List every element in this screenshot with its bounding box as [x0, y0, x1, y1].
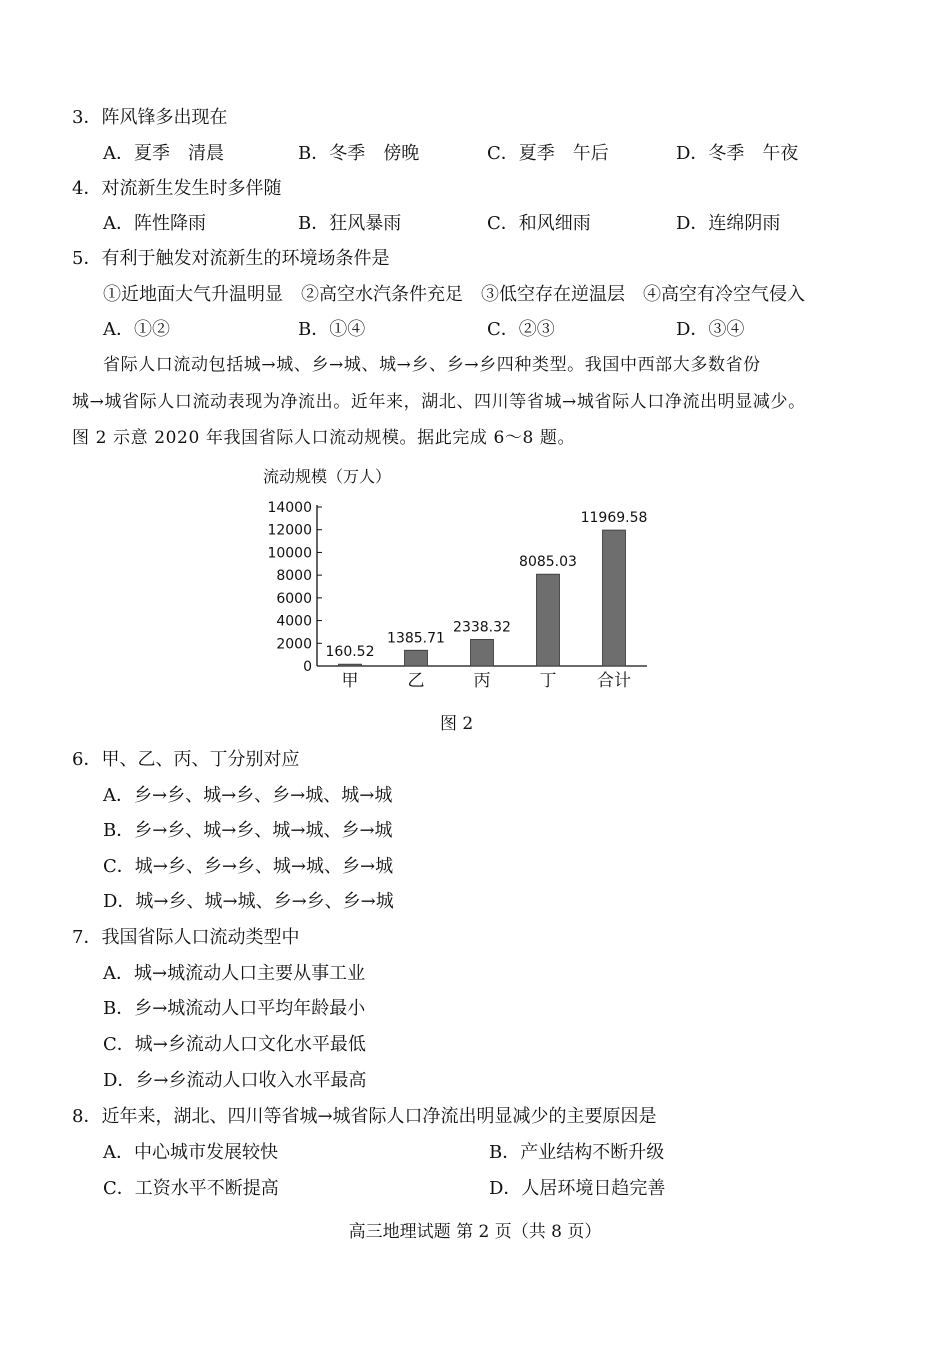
q3-option-c: C．夏季 午后: [487, 143, 609, 164]
bar-value-label: 160.52: [325, 644, 375, 661]
chart-y-axis-label: 流动规模（万人）: [263, 467, 392, 486]
question-8-stem: 8．近年来，湖北、四川等省城→城省际人口净流出明显减少的主要原因是: [72, 1106, 657, 1127]
q5-option-b: B．①④: [298, 319, 366, 340]
question-6-stem: 6．甲、乙、丙、丁分别对应: [72, 749, 300, 770]
q4-option-d: D．连绵阴雨: [676, 213, 781, 234]
x-category-label: 丁: [539, 671, 557, 691]
y-tick-label: 8000: [276, 568, 312, 585]
bar-value-label: 2338.32: [453, 619, 511, 636]
q7-option-d: D．乡→乡流动人口收入水平最高: [103, 1070, 367, 1091]
passage-line-3: 图 2 示意 2020 年我国省际人口流动规模。据此完成 6～8 题。: [72, 428, 576, 448]
q4-option-b: B．狂风暴雨: [298, 213, 402, 234]
question-3-stem: 3．阵风锋多出现在: [72, 107, 228, 128]
bar: [471, 639, 494, 666]
q8-option-b: B．产业结构不断升级: [489, 1142, 665, 1163]
figure-caption: 图 2: [440, 714, 474, 734]
bar: [339, 664, 362, 666]
x-category-label: 丙: [473, 671, 491, 691]
q8-option-a: A．中心城市发展较快: [103, 1142, 278, 1163]
x-category-label: 乙: [407, 671, 425, 691]
y-tick-label: 10000: [267, 545, 312, 562]
bar: [405, 650, 428, 666]
y-tick-label: 2000: [276, 636, 312, 653]
passage-line-2: 城→城省际人口流动表现为净流出。近年来，湖北、四川等省城→城省际人口净流出明显减少。: [72, 392, 806, 412]
q3-option-a: A．夏季 清晨: [103, 143, 224, 164]
q4-option-a: A．阵性降雨: [103, 213, 206, 234]
question-4-stem: 4．对流新生发生时多伴随: [72, 178, 282, 199]
population-flow-chart: [255, 462, 675, 702]
q5-option-c: C．②③: [487, 319, 555, 340]
bar: [603, 530, 626, 666]
y-tick-label: 6000: [276, 590, 312, 607]
q6-option-d: D．城→乡、城→城、乡→乡、乡→城: [103, 891, 394, 912]
x-category-label: 合计: [597, 671, 631, 691]
q6-option-c: C．城→乡、乡→乡、城→城、乡→城: [103, 856, 394, 877]
q5-option-d: D．③④: [676, 319, 745, 340]
q3-option-b: B．冬季 傍晚: [298, 143, 420, 164]
q7-option-b: B．乡→城流动人口平均年龄最小: [103, 998, 366, 1019]
bar-value-label: 1385.71: [387, 630, 445, 647]
q4-option-c: C．和风细雨: [487, 213, 591, 234]
bar-value-label: 8085.03: [519, 554, 577, 571]
q3-option-d: D．冬季 午夜: [676, 143, 799, 164]
passage-line-1: 省际人口流动包括城→城、乡→城、城→乡、乡→乡四种类型。我国中西部大多数省份: [103, 355, 761, 375]
q6-option-a: A．乡→乡、城→乡、乡→城、城→城: [103, 785, 393, 806]
y-tick-label: 12000: [267, 522, 312, 539]
y-tick-label: 14000: [267, 500, 312, 516]
y-tick-label: 4000: [276, 613, 312, 630]
q5-conditions: ①近地面大气升温明显 ②高空水汽条件充足 ③低空存在逆温层 ④高空有冷空气侵入: [103, 284, 805, 305]
q5-option-a: A．①②: [103, 319, 170, 340]
q8-option-d: D．人居环境日趋完善: [489, 1178, 666, 1199]
q7-option-c: C．城→乡流动人口文化水平最低: [103, 1034, 366, 1055]
bar: [537, 574, 560, 666]
y-tick-label: 0: [303, 659, 312, 675]
question-7-stem: 7．我国省际人口流动类型中: [72, 927, 300, 948]
x-category-label: 甲: [341, 671, 359, 691]
q7-option-a: A．城→城流动人口主要从事工业: [103, 963, 366, 984]
q6-option-b: B．乡→乡、城→乡、城→城、乡→城: [103, 820, 393, 841]
question-5-stem: 5．有利于触发对流新生的环境场条件是: [72, 248, 390, 269]
bar-chart-svg: [255, 462, 675, 702]
page-footer: 高三地理试题 第 2 页（共 8 页）: [348, 1222, 602, 1242]
q8-option-c: C．工资水平不断提高: [103, 1178, 279, 1199]
bar-value-label: 11969.58: [580, 510, 648, 527]
